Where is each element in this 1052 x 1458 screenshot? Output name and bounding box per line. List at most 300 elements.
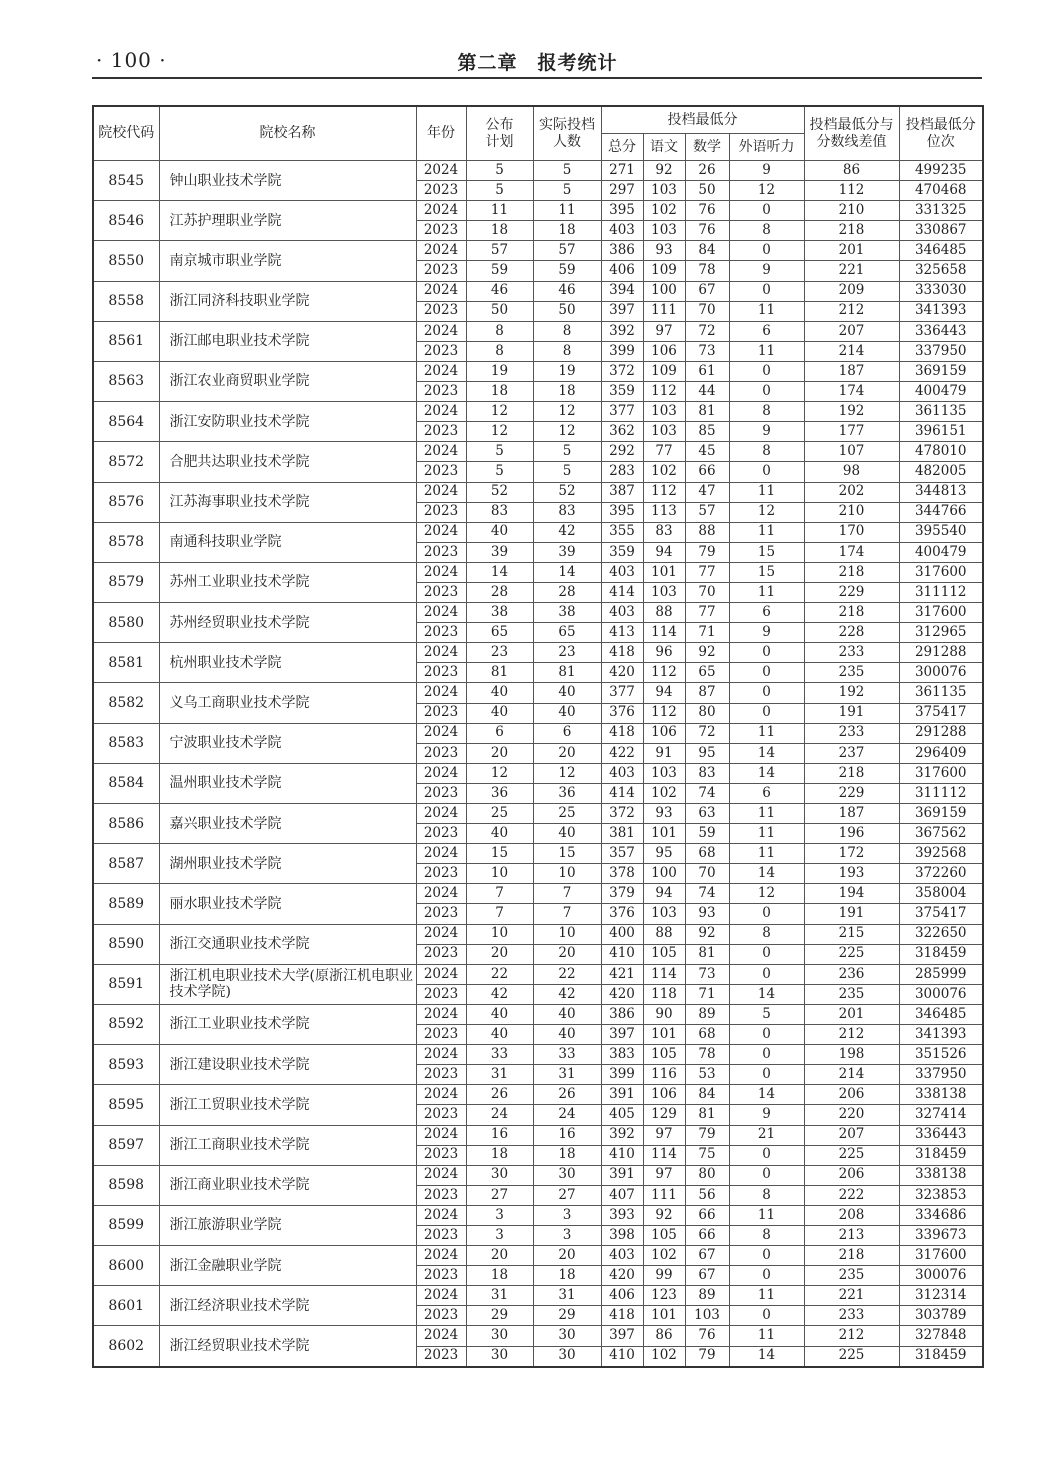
cell-admitted: 5 xyxy=(533,181,601,201)
cell-rank: 367562 xyxy=(899,824,983,844)
school-name: 浙江经贸职业技术学院 xyxy=(159,1326,416,1367)
cell-total: 392 xyxy=(601,1125,643,1145)
cell-admitted: 42 xyxy=(533,522,601,542)
cell-plan: 12 xyxy=(466,422,533,442)
cell-chinese: 94 xyxy=(643,683,685,703)
cell-total: 393 xyxy=(601,1205,643,1225)
school-name: 合肥共达职业技术学院 xyxy=(159,442,416,482)
cell-chinese: 103 xyxy=(643,763,685,783)
cell-year: 2024 xyxy=(416,522,466,542)
cell-rank: 317600 xyxy=(899,562,983,582)
cell-year: 2024 xyxy=(416,1045,466,1065)
cell-plan: 81 xyxy=(466,663,533,683)
cell-year: 2023 xyxy=(416,301,466,321)
cell-year: 2023 xyxy=(416,221,466,241)
cell-chinese: 90 xyxy=(643,1004,685,1024)
cell-math: 68 xyxy=(685,1025,729,1045)
table-row xyxy=(93,402,983,422)
cell-plan: 12 xyxy=(466,763,533,783)
cell-chinese: 103 xyxy=(643,422,685,442)
cell-total: 292 xyxy=(601,442,643,462)
cell-admitted: 5 xyxy=(533,442,601,462)
cell-admitted: 30 xyxy=(533,1165,601,1185)
school-code: 8582 xyxy=(93,683,159,723)
cell-listening: 14 xyxy=(729,1346,804,1367)
cell-listening: 11 xyxy=(729,301,804,321)
cell-plan: 40 xyxy=(466,1025,533,1045)
cell-math: 70 xyxy=(685,582,729,602)
cell-diff: 225 xyxy=(804,1346,899,1367)
cell-diff: 177 xyxy=(804,422,899,442)
cell-total: 420 xyxy=(601,663,643,683)
cell-year: 2024 xyxy=(416,1286,466,1306)
cell-admitted: 31 xyxy=(533,1065,601,1085)
cell-chinese: 103 xyxy=(643,181,685,201)
cell-diff: 235 xyxy=(804,1266,899,1286)
cell-admitted: 19 xyxy=(533,361,601,381)
cell-admitted: 33 xyxy=(533,1045,601,1065)
cell-math: 71 xyxy=(685,623,729,643)
cell-chinese: 106 xyxy=(643,1085,685,1105)
cell-rank: 337950 xyxy=(899,341,983,361)
cell-chinese: 96 xyxy=(643,643,685,663)
table-row xyxy=(93,844,983,864)
cell-total: 403 xyxy=(601,603,643,623)
cell-year: 2024 xyxy=(416,884,466,904)
cell-diff: 225 xyxy=(804,1145,899,1165)
cell-year: 2024 xyxy=(416,402,466,422)
cell-admitted: 7 xyxy=(533,904,601,924)
chapter-title: 第二章 报考统计 xyxy=(457,52,618,74)
school-code: 8601 xyxy=(93,1286,159,1326)
cell-math: 95 xyxy=(685,743,729,763)
cell-year: 2024 xyxy=(416,643,466,663)
cell-listening: 0 xyxy=(729,944,804,964)
cell-math: 70 xyxy=(685,301,729,321)
cell-plan: 28 xyxy=(466,582,533,602)
cell-plan: 30 xyxy=(466,1346,533,1367)
cell-listening: 0 xyxy=(729,663,804,683)
cell-total: 392 xyxy=(601,321,643,341)
col-header-chinese: 语文 xyxy=(643,134,685,161)
cell-math: 63 xyxy=(685,804,729,824)
cell-plan: 36 xyxy=(466,783,533,803)
school-name: 浙江商业职业技术学院 xyxy=(159,1165,416,1205)
cell-rank: 300076 xyxy=(899,663,983,683)
cell-rank: 369159 xyxy=(899,361,983,381)
cell-diff: 233 xyxy=(804,723,899,743)
table-row xyxy=(93,1326,983,1346)
cell-diff: 214 xyxy=(804,1065,899,1085)
cell-year: 2023 xyxy=(416,703,466,723)
cell-diff: 208 xyxy=(804,1205,899,1225)
cell-listening: 9 xyxy=(729,261,804,281)
col-header-plan xyxy=(466,106,533,161)
cell-diff: 218 xyxy=(804,603,899,623)
cell-plan: 20 xyxy=(466,944,533,964)
cell-rank: 318459 xyxy=(899,1346,983,1367)
cell-admitted: 39 xyxy=(533,542,601,562)
cell-chinese: 105 xyxy=(643,1045,685,1065)
cell-rank: 375417 xyxy=(899,904,983,924)
cell-rank: 400479 xyxy=(899,382,983,402)
cell-listening: 0 xyxy=(729,382,804,402)
cell-rank: 336443 xyxy=(899,1125,983,1145)
cell-chinese: 101 xyxy=(643,824,685,844)
cell-admitted: 83 xyxy=(533,502,601,522)
cell-listening: 21 xyxy=(729,1125,804,1145)
cell-year: 2023 xyxy=(416,181,466,201)
cell-plan: 5 xyxy=(466,181,533,201)
cell-listening: 11 xyxy=(729,1205,804,1225)
cell-rank: 285999 xyxy=(899,964,983,984)
cell-math: 61 xyxy=(685,361,729,381)
cell-rank: 375417 xyxy=(899,703,983,723)
table-row xyxy=(93,361,983,381)
cell-rank: 322650 xyxy=(899,924,983,944)
cell-rank: 338138 xyxy=(899,1165,983,1185)
cell-listening: 0 xyxy=(729,904,804,924)
cell-total: 400 xyxy=(601,924,643,944)
cell-chinese: 129 xyxy=(643,1105,685,1125)
cell-listening: 11 xyxy=(729,582,804,602)
cell-listening: 11 xyxy=(729,482,804,502)
cell-year: 2024 xyxy=(416,361,466,381)
school-name: 苏州工业职业技术学院 xyxy=(159,562,416,602)
cell-total: 420 xyxy=(601,1266,643,1286)
cell-diff: 196 xyxy=(804,824,899,844)
col-header-rank-text: 投档最低分位次 xyxy=(905,117,976,150)
cell-diff: 218 xyxy=(804,1246,899,1266)
school-code: 8592 xyxy=(93,1004,159,1044)
cell-chinese: 97 xyxy=(643,321,685,341)
cell-total: 376 xyxy=(601,703,643,723)
cell-rank: 325658 xyxy=(899,261,983,281)
cell-chinese: 93 xyxy=(643,804,685,824)
cell-year: 2023 xyxy=(416,261,466,281)
cell-rank: 392568 xyxy=(899,844,983,864)
cell-year: 2023 xyxy=(416,623,466,643)
header-rule xyxy=(92,77,982,79)
cell-math: 85 xyxy=(685,422,729,442)
cell-diff: 187 xyxy=(804,361,899,381)
table-row xyxy=(93,804,983,824)
cell-rank: 312314 xyxy=(899,1286,983,1306)
col-header-listening: 外语听力 xyxy=(729,134,804,161)
cell-admitted: 15 xyxy=(533,844,601,864)
cell-diff: 86 xyxy=(804,161,899,181)
table-row xyxy=(93,683,983,703)
cell-year: 2024 xyxy=(416,241,466,261)
cell-chinese: 86 xyxy=(643,1326,685,1346)
cell-listening: 0 xyxy=(729,1246,804,1266)
cell-year: 2024 xyxy=(416,844,466,864)
col-header-diff-text: 投档最低分与分数线差值 xyxy=(809,117,894,150)
col-header-min-score-group: 投档最低分 xyxy=(601,106,804,134)
cell-math: 76 xyxy=(685,1326,729,1346)
cell-diff: 207 xyxy=(804,321,899,341)
col-header-admitted-text: 实际投档人数 xyxy=(539,117,595,150)
school-name: 温州职业技术学院 xyxy=(159,763,416,803)
cell-diff: 107 xyxy=(804,442,899,462)
cell-math: 72 xyxy=(685,723,729,743)
cell-plan: 7 xyxy=(466,904,533,924)
cell-chinese: 91 xyxy=(643,743,685,763)
cell-year: 2023 xyxy=(416,382,466,402)
cell-rank: 296409 xyxy=(899,743,983,763)
cell-plan: 15 xyxy=(466,844,533,864)
cell-listening: 11 xyxy=(729,1326,804,1346)
cell-chinese: 113 xyxy=(643,502,685,522)
cell-year: 2023 xyxy=(416,1306,466,1326)
cell-rank: 369159 xyxy=(899,804,983,824)
cell-year: 2024 xyxy=(416,161,466,181)
cell-year: 2023 xyxy=(416,904,466,924)
cell-chinese: 101 xyxy=(643,1306,685,1326)
cell-chinese: 83 xyxy=(643,522,685,542)
cell-plan: 6 xyxy=(466,723,533,743)
cell-plan: 30 xyxy=(466,1165,533,1185)
cell-listening: 11 xyxy=(729,522,804,542)
table-row xyxy=(93,281,983,301)
cell-listening: 11 xyxy=(729,723,804,743)
cell-listening: 0 xyxy=(729,1165,804,1185)
cell-listening: 8 xyxy=(729,924,804,944)
cell-listening: 0 xyxy=(729,462,804,482)
cell-diff: 229 xyxy=(804,783,899,803)
cell-admitted: 7 xyxy=(533,884,601,904)
cell-plan: 20 xyxy=(466,743,533,763)
cell-total: 376 xyxy=(601,904,643,924)
cell-diff: 198 xyxy=(804,1045,899,1065)
cell-plan: 83 xyxy=(466,502,533,522)
cell-plan: 50 xyxy=(466,301,533,321)
cell-year: 2023 xyxy=(416,743,466,763)
cell-listening: 0 xyxy=(729,241,804,261)
cell-diff: 191 xyxy=(804,703,899,723)
cell-chinese: 111 xyxy=(643,1185,685,1205)
cell-listening: 9 xyxy=(729,623,804,643)
col-header-diff xyxy=(804,106,899,161)
cell-diff: 229 xyxy=(804,582,899,602)
cell-total: 407 xyxy=(601,1185,643,1205)
cell-listening: 0 xyxy=(729,201,804,221)
cell-math: 89 xyxy=(685,1004,729,1024)
cell-admitted: 10 xyxy=(533,924,601,944)
cell-math: 53 xyxy=(685,1065,729,1085)
cell-total: 379 xyxy=(601,884,643,904)
cell-diff: 191 xyxy=(804,904,899,924)
cell-year: 2023 xyxy=(416,783,466,803)
cell-total: 413 xyxy=(601,623,643,643)
cell-plan: 38 xyxy=(466,603,533,623)
school-code: 8587 xyxy=(93,844,159,884)
cell-rank: 358004 xyxy=(899,884,983,904)
col-header-name: 院校名称 xyxy=(159,106,416,161)
cell-listening: 8 xyxy=(729,402,804,422)
cell-plan: 14 xyxy=(466,562,533,582)
cell-chinese: 103 xyxy=(643,221,685,241)
cell-math: 84 xyxy=(685,1085,729,1105)
col-header-code: 院校代码 xyxy=(93,106,159,161)
school-name: 浙江农业商贸职业学院 xyxy=(159,361,416,401)
table-row xyxy=(93,1085,983,1105)
school-name: 江苏海事职业技术学院 xyxy=(159,482,416,522)
cell-plan: 8 xyxy=(466,341,533,361)
cell-year: 2023 xyxy=(416,582,466,602)
cell-listening: 14 xyxy=(729,1085,804,1105)
cell-admitted: 26 xyxy=(533,1085,601,1105)
table-row xyxy=(93,241,983,261)
cell-diff: 174 xyxy=(804,542,899,562)
cell-admitted: 40 xyxy=(533,824,601,844)
cell-rank: 317600 xyxy=(899,1246,983,1266)
cell-plan: 40 xyxy=(466,703,533,723)
cell-chinese: 112 xyxy=(643,663,685,683)
cell-math: 79 xyxy=(685,542,729,562)
school-name: 浙江邮电职业技术学院 xyxy=(159,321,416,361)
cell-chinese: 103 xyxy=(643,904,685,924)
cell-listening: 11 xyxy=(729,844,804,864)
cell-listening: 12 xyxy=(729,884,804,904)
cell-year: 2023 xyxy=(416,1185,466,1205)
cell-rank: 318459 xyxy=(899,944,983,964)
cell-year: 2024 xyxy=(416,1004,466,1024)
cell-total: 391 xyxy=(601,1085,643,1105)
cell-diff: 210 xyxy=(804,201,899,221)
cell-admitted: 12 xyxy=(533,422,601,442)
school-name: 湖州职业技术学院 xyxy=(159,844,416,884)
cell-plan: 40 xyxy=(466,1004,533,1024)
cell-diff: 192 xyxy=(804,402,899,422)
cell-math: 77 xyxy=(685,603,729,623)
cell-year: 2023 xyxy=(416,1266,466,1286)
cell-math: 76 xyxy=(685,221,729,241)
cell-diff: 237 xyxy=(804,743,899,763)
cell-rank: 396151 xyxy=(899,422,983,442)
cell-plan: 46 xyxy=(466,281,533,301)
cell-plan: 59 xyxy=(466,261,533,281)
cell-diff: 201 xyxy=(804,241,899,261)
cell-admitted: 50 xyxy=(533,301,601,321)
cell-total: 357 xyxy=(601,844,643,864)
school-code: 8578 xyxy=(93,522,159,562)
cell-chinese: 94 xyxy=(643,542,685,562)
school-name: 浙江工商职业技术学院 xyxy=(159,1125,416,1165)
table-row xyxy=(93,603,983,623)
cell-diff: 221 xyxy=(804,1286,899,1306)
cell-year: 2023 xyxy=(416,1346,466,1367)
cell-year: 2024 xyxy=(416,1085,466,1105)
cell-rank: 344766 xyxy=(899,502,983,522)
cell-admitted: 5 xyxy=(533,462,601,482)
cell-admitted: 30 xyxy=(533,1346,601,1367)
cell-math: 78 xyxy=(685,1045,729,1065)
cell-year: 2024 xyxy=(416,1165,466,1185)
cell-rank: 372260 xyxy=(899,864,983,884)
cell-admitted: 57 xyxy=(533,241,601,261)
cell-year: 2023 xyxy=(416,1105,466,1125)
cell-chinese: 93 xyxy=(643,241,685,261)
cell-admitted: 81 xyxy=(533,663,601,683)
cell-chinese: 116 xyxy=(643,1065,685,1085)
cell-listening: 0 xyxy=(729,361,804,381)
cell-total: 403 xyxy=(601,763,643,783)
cell-total: 414 xyxy=(601,582,643,602)
cell-chinese: 95 xyxy=(643,844,685,864)
cell-math: 67 xyxy=(685,1266,729,1286)
cell-diff: 207 xyxy=(804,1125,899,1145)
cell-total: 420 xyxy=(601,984,643,1004)
cell-plan: 24 xyxy=(466,1105,533,1125)
cell-total: 399 xyxy=(601,341,643,361)
cell-plan: 18 xyxy=(466,221,533,241)
cell-chinese: 102 xyxy=(643,1246,685,1266)
cell-diff: 172 xyxy=(804,844,899,864)
cell-diff: 221 xyxy=(804,261,899,281)
col-header-year: 年份 xyxy=(416,106,466,161)
cell-total: 418 xyxy=(601,723,643,743)
cell-chinese: 102 xyxy=(643,783,685,803)
school-name: 丽水职业技术学院 xyxy=(159,884,416,924)
cell-listening: 6 xyxy=(729,321,804,341)
cell-plan: 40 xyxy=(466,522,533,542)
cell-plan: 12 xyxy=(466,402,533,422)
cell-year: 2024 xyxy=(416,763,466,783)
school-code: 8584 xyxy=(93,763,159,803)
school-code: 8558 xyxy=(93,281,159,321)
cell-math: 77 xyxy=(685,562,729,582)
cell-diff: 210 xyxy=(804,502,899,522)
table-row xyxy=(93,964,983,984)
school-name: 钟山职业技术学院 xyxy=(159,161,416,201)
cell-plan: 22 xyxy=(466,964,533,984)
cell-admitted: 40 xyxy=(533,703,601,723)
cell-year: 2024 xyxy=(416,723,466,743)
cell-chinese: 103 xyxy=(643,402,685,422)
page-number: · 100 · xyxy=(96,48,167,72)
cell-chinese: 103 xyxy=(643,582,685,602)
school-name: 浙江机电职业技术大学(原浙江机电职业技术学院) xyxy=(159,964,416,1004)
cell-chinese: 114 xyxy=(643,1145,685,1165)
cell-year: 2024 xyxy=(416,1326,466,1346)
cell-admitted: 18 xyxy=(533,221,601,241)
cell-rank: 311112 xyxy=(899,582,983,602)
cell-year: 2023 xyxy=(416,1025,466,1045)
cell-total: 395 xyxy=(601,201,643,221)
school-name: 浙江交通职业技术学院 xyxy=(159,924,416,964)
cell-admitted: 16 xyxy=(533,1125,601,1145)
cell-admitted: 3 xyxy=(533,1205,601,1225)
cell-plan: 5 xyxy=(466,442,533,462)
cell-math: 84 xyxy=(685,241,729,261)
cell-rank: 303789 xyxy=(899,1306,983,1326)
school-code: 8593 xyxy=(93,1045,159,1085)
cell-diff: 220 xyxy=(804,1105,899,1125)
cell-rank: 323853 xyxy=(899,1185,983,1205)
col-header-total: 总分 xyxy=(601,134,643,161)
cell-chinese: 106 xyxy=(643,341,685,361)
cell-diff: 202 xyxy=(804,482,899,502)
cell-plan: 10 xyxy=(466,864,533,884)
cell-rank: 400479 xyxy=(899,542,983,562)
school-code: 8589 xyxy=(93,884,159,924)
cell-diff: 187 xyxy=(804,804,899,824)
cell-listening: 0 xyxy=(729,1306,804,1326)
school-code: 8550 xyxy=(93,241,159,281)
cell-listening: 0 xyxy=(729,703,804,723)
cell-total: 378 xyxy=(601,864,643,884)
